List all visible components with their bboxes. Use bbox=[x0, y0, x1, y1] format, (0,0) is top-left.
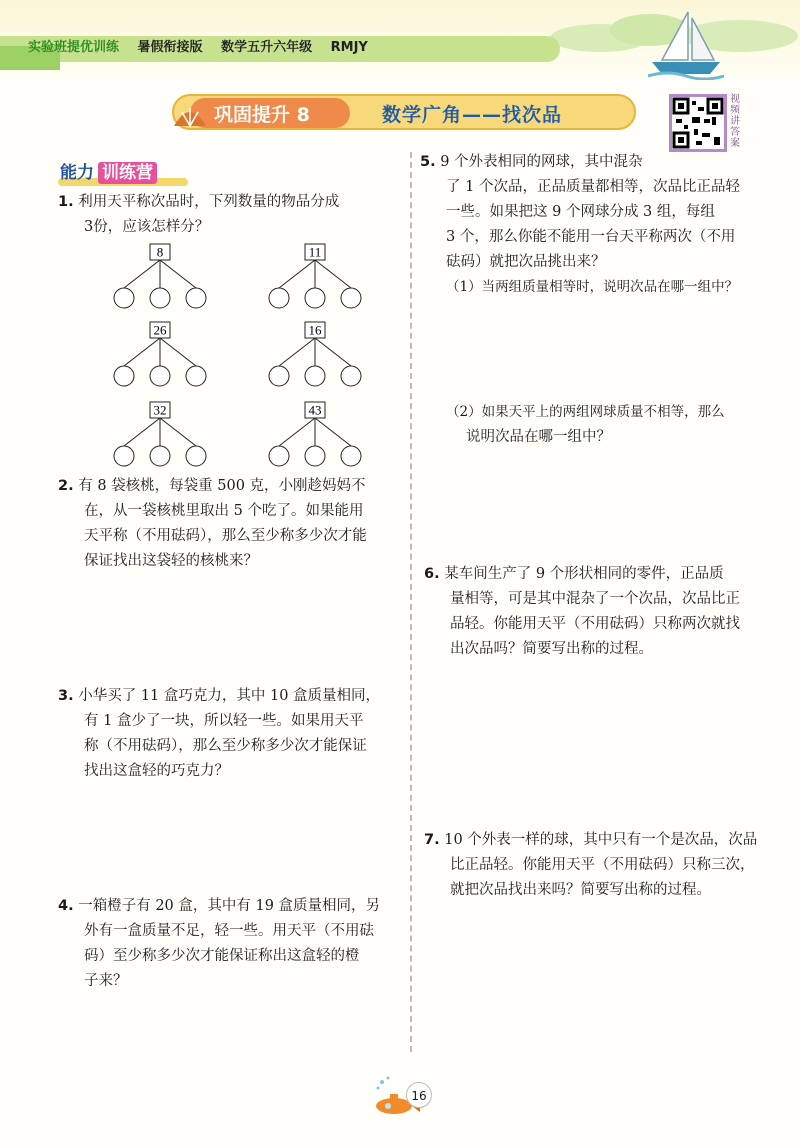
tree-root-number: 8 bbox=[156, 244, 164, 260]
answer-circle[interactable] bbox=[186, 446, 206, 466]
question-text: 某车间生产了 9 个形状相同的零件，正品质 bbox=[444, 566, 724, 582]
question-text: 一箱橙子有 20 盒，其中有 19 盒质量相同，另 bbox=[78, 898, 381, 914]
question-text: 9 个外表相同的网球，其中混杂 bbox=[440, 154, 643, 170]
tree-branch bbox=[160, 338, 196, 366]
question-text: 称（不用砝码），那么至少称多少次才能保证 bbox=[84, 738, 367, 754]
answer-circle[interactable] bbox=[114, 288, 134, 308]
tree-root-number: 16 bbox=[308, 322, 322, 338]
tree-branch bbox=[315, 418, 351, 446]
tree-branch bbox=[315, 338, 351, 366]
question-number: 2. bbox=[58, 478, 74, 494]
question-7 bbox=[424, 828, 757, 903]
tree-root-number: 26 bbox=[153, 322, 167, 338]
answer-circle[interactable] bbox=[114, 446, 134, 466]
question-text: 天平称（不用砝码），那么至少称多少次才能 bbox=[84, 528, 367, 544]
question-text: 小华买了 11 盒巧克力，其中 10 盒质量相同， bbox=[78, 688, 381, 704]
question-text: 利用天平称次品时，下列数量的物品分成 bbox=[78, 194, 340, 210]
tree-branch bbox=[124, 418, 160, 446]
subject-name: 数学五升六年级 bbox=[221, 40, 313, 55]
question-text: 品轻。你能用天平（不用砝码）只称两次就找 bbox=[450, 616, 740, 632]
answer-circle[interactable] bbox=[305, 288, 325, 308]
question-text: 子来？ bbox=[84, 973, 128, 989]
tree-branch bbox=[279, 260, 315, 288]
page-number: 16 bbox=[406, 1082, 432, 1108]
question-text: 10 个外表一样的球，其中只有一个是次品，次品 bbox=[444, 832, 758, 848]
answer-circle[interactable] bbox=[150, 446, 170, 466]
tree-branch bbox=[279, 418, 315, 446]
tree-root-number: 32 bbox=[153, 402, 167, 418]
division-tree bbox=[269, 402, 361, 466]
answer-circle[interactable] bbox=[341, 446, 361, 466]
division-tree bbox=[114, 402, 206, 466]
answer-circle[interactable] bbox=[150, 366, 170, 386]
question-text: 比正品轻。你能用天平（不用砝码）只称三次， bbox=[450, 857, 755, 873]
series-name: 实验班提优训练 bbox=[28, 40, 120, 55]
question-text: 外有一盒质量不足，轻一些。用天平（不用砝 bbox=[84, 923, 374, 939]
sailboat-icon bbox=[648, 8, 724, 80]
question-text: 量相等，可是其中混杂了一个次品，次品比正 bbox=[450, 591, 740, 607]
tree-root-number: 11 bbox=[308, 244, 322, 260]
question-text: 出次品吗？简要写出称的过程。 bbox=[450, 641, 653, 657]
answer-circle[interactable] bbox=[341, 366, 361, 386]
answer-circle[interactable] bbox=[305, 446, 325, 466]
answer-circle[interactable] bbox=[305, 366, 325, 386]
qr-code[interactable] bbox=[669, 94, 727, 152]
answer-circle[interactable] bbox=[186, 366, 206, 386]
division-tree bbox=[269, 322, 361, 386]
question-5-part-2 bbox=[420, 400, 725, 450]
question-number: 3. bbox=[58, 688, 74, 704]
answer-circle[interactable] bbox=[186, 288, 206, 308]
question-text: 就把次品找出来吗？简要写出称的过程。 bbox=[450, 882, 711, 898]
sub-question-1: （1）当两组质量相等时，说明次品在哪一组中？ bbox=[446, 279, 739, 295]
question-number: 4. bbox=[58, 898, 74, 914]
question-text: 保证找出这袋轻的核桃来？ bbox=[84, 553, 258, 569]
section-title-b: 训练营 bbox=[98, 162, 157, 184]
answer-circle[interactable] bbox=[269, 288, 289, 308]
question-number: 1. bbox=[58, 194, 74, 210]
question-text: 了 1 个次品，正品质量都相等，次品比正品轻 bbox=[446, 179, 740, 195]
sub-question-2: （2）如果天平上的两组网球质量不相等，那么 bbox=[446, 404, 725, 420]
shell-icon bbox=[172, 104, 208, 128]
section-title bbox=[60, 158, 157, 183]
answer-circle[interactable] bbox=[150, 288, 170, 308]
qr-code-pattern bbox=[672, 97, 724, 149]
question-text: 砝码）就把次品挑出来？ bbox=[446, 254, 606, 270]
question-text: 在，从一袋核桃里取出 5 个吃了。如果能用 bbox=[84, 503, 364, 519]
question-6 bbox=[424, 562, 740, 662]
question-text: 找出这盒轻的巧克力？ bbox=[84, 763, 229, 779]
tree-branch bbox=[160, 418, 196, 446]
division-trees bbox=[100, 236, 400, 476]
question-4 bbox=[58, 894, 380, 994]
division-tree bbox=[114, 244, 206, 308]
question-1 bbox=[58, 190, 339, 240]
tree-branch bbox=[124, 338, 160, 366]
question-text: 有 8 袋核桃，每袋重 500 克，小刚趁妈妈不 bbox=[78, 478, 366, 494]
tree-root-number: 43 bbox=[308, 402, 322, 418]
question-text: 有 1 盒少了一块，所以轻一些。如果用天平 bbox=[84, 713, 364, 729]
question-number: 6. bbox=[424, 566, 440, 582]
question-number: 5. bbox=[420, 154, 436, 170]
header-text bbox=[28, 36, 382, 55]
division-tree bbox=[114, 322, 206, 386]
sub-question-2-cont: 说明次品在哪一组中？ bbox=[466, 429, 611, 445]
question-2 bbox=[58, 474, 367, 574]
question-text: 3份，应该怎样分？ bbox=[84, 219, 210, 235]
lesson-tag: 巩固提升 8 bbox=[214, 104, 310, 126]
answer-circle[interactable] bbox=[269, 366, 289, 386]
question-number: 7. bbox=[424, 832, 440, 848]
division-tree bbox=[269, 244, 361, 308]
question-3 bbox=[58, 684, 380, 784]
question-text: 码）至少称多少次才能保证称出这盒轻的橙 bbox=[84, 948, 360, 964]
qr-label: 视频讲答案 bbox=[730, 94, 740, 149]
answer-circle[interactable] bbox=[341, 288, 361, 308]
section-title-a: 能力 bbox=[60, 163, 94, 183]
column-divider bbox=[410, 152, 412, 1052]
question-text: 3 个，那么你能不能用一台天平称两次（不用 bbox=[446, 229, 736, 245]
lesson-title: 数学广角——找次品 bbox=[382, 104, 563, 126]
tree-branch bbox=[160, 260, 196, 288]
question-5 bbox=[420, 150, 740, 300]
edition-name: 暑假衔接版 bbox=[137, 40, 203, 55]
question-text: 一些。如果把这 9 个网球分成 3 组，每组 bbox=[446, 204, 715, 220]
answer-circle[interactable] bbox=[114, 366, 134, 386]
answer-circle[interactable] bbox=[269, 446, 289, 466]
publisher-code: RMJY bbox=[330, 40, 368, 55]
tree-branch bbox=[279, 338, 315, 366]
tree-branch bbox=[315, 260, 351, 288]
tree-branch bbox=[124, 260, 160, 288]
